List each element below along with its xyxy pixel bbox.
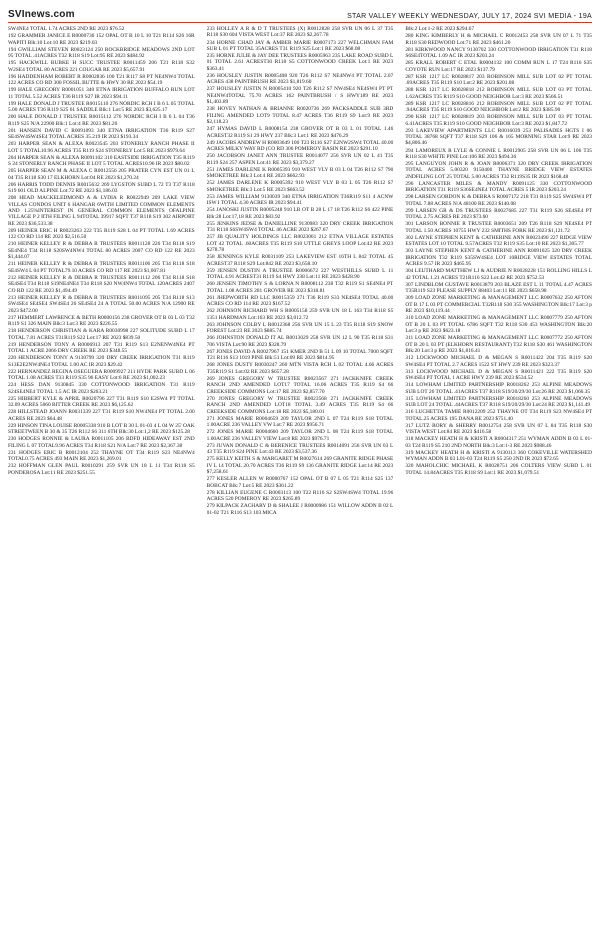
tax-listing-entry: 200 HALE DONALD J TRUSTEE R0015112 276 NORDIC RCH I B 6 L 04 T36 R119 S25 N/A 22900 Blk:1 Lot:4 RE 2023 $81.20 — [8, 114, 195, 127]
tax-listing-entry: 249 JACOBS ANDREW H R0003649 100 T23 R116 S27 E2NW2SW4 TOTAL 40.00 ACRES MILKY WAY RD (CO RD 306 POMEROY BASIN RE 2023 $291.10 — [206, 139, 394, 153]
tax-listing-entry: 258 JENNINGS KYLE R0031109 253 LAKEVIEW EST 16TH L 842 TOTAL 45 ACREST37 R118 S29 Lot:842 RE 2023 $3,658.10 — [206, 254, 394, 267]
tax-listing-entry: 310 LOAD ZONE MARKETING & MANAGEMENT LLC R0007779 250 AFTON OT B 20 L 03 PT TOTAL 6786 SQFT T32 R118 S30 453 WASHINGTON Blk:20 Lot:3 p RE 2023 $623.18 — [405, 315, 592, 335]
tax-listing-entry: 280 KING KIMBERLY H & MICHAEL C R0012453 258 SVR UN 07 L 71 T35 R118 S30 REDWOOD Lot:71 RE 2023 $461.20 — [405, 33, 592, 46]
tax-listing-entry: 205 HARPER SEAN M & ALEXA C R0012556 205 PRATER CYN EST UN 01 L 04 T35 R118 S30 17 ELKHORN Lot:04 RE 2023 $1,270.24 — [8, 168, 195, 181]
tax-listing-entry: 296 LANCASTER MILES & MANDY R0091125 330 COTTONWOOD IRRIGATION T31 R119 S36SE4NE4 TOTAL ACRES 5 IR 2023 $203.24 — [405, 180, 592, 194]
tax-listing-entry: 236 HOUSLEY JUSTIN R0005408 920 T26 R112 S7 NE4NW4 PT TOTAL 2.07 ACRES 438 PAINTBRUSH RE 2023 $1,819.60 — [206, 72, 394, 86]
tax-listing-entry: 278 KILLIAN EUGENE C R0003113 100 T22 R116 S2 S2SW4SW4 TOTAL 19.96 ACRES 520 POMEROY RE 2023 $265.89 — [206, 489, 394, 503]
tax-listing-entry: 196 HADDENHAM ROBERT R R0002836 100 T21 R117 S8 PT NE4NW4 TOTAL 122 ACRES CO RD 300 FOSSIL BUTTE & HWY 30 RE 2023 $54.19 — [8, 73, 195, 86]
tax-listing-entry: 210 HEINER KELLEY R & DEBRA R TRUSTEES R0011128 226 T34 R118 S19 SE4NE4 T34 R118 S20SW4NW4 TOTAL 80 ACRES 2007 CO RD 122 RE 2023 $1,444.07 — [8, 241, 195, 261]
tax-listing-entry: 317 LUTZ RORY & SHERRY R0012754 258 SVR UN 07 L 84 T35 R118 S30 VISTA WEST Lot:84 RE 2023 $416.58 — [405, 422, 592, 436]
tax-listing-entry: 213 HEINER KELLEY R & DEBRA R TRUSTEES R0011095 205 T34 R118 S13 SW4SE4 SE4SE4 SW4SE4 26 SE4SE4 24 A TOTAL 50.00 ACRES N/A 12900 RE 2023 $472.00 — [8, 294, 195, 314]
tax-listing-entry: 279 KILPACK ZACHARY D & SHALEE J R0000986 151 WILLOW ADDN B 02 L 01-02 T21 R116 S13 103 MICA — [206, 503, 394, 516]
tax-listing-entry: 234 HORNE CHAD JAY & AMBER MARIE R0007173 227 WELCHMAN FAM SUB L 01 PT TOTAL 35ACRES T31 R119 S25 Lot:1 RE 2023 $68.08 — [206, 39, 394, 52]
tax-listing-entry: 252 JAMES DARLENE K R0005392 910 WEST VLY B 03 L 05 T26 R112 S7 SMOKETREE Blk:3 Lot:5 RE 2023 $663.52 — [206, 180, 394, 193]
tax-listing-entry: 206 HARRIS TODD DENNIS R0015632 269 LYGSTON SUBD L 72 T3 T37 R118 S19 601 OLD ALPINE Lot:72 RE 2023 $1,186.03 — [8, 181, 195, 194]
tax-listing-entry: 303 LAYNE STEPHEN KENT & CATHERINE ANN R0091025 320 DRY CREEK IRRIGATION T32 R119 S35SW4SE4 LOT 10RIDGE VIEW ESTATES TOTAL ACRES 9.57 IR 2023 $465.95 — [405, 248, 592, 268]
tax-listing-entry: 229 HINSON TINA LOUISE R0005338 910 B LOT B 30 L 01-03 4 L 04 W 25' OAK STREETWEEN B 30 & 35 T26 R112 S6 311 6TH Blk:30 Lot:1,2 RE 2023 $125.28 — [8, 422, 195, 436]
tax-listing-entry: 192 GRAMMER JANICE E R0000736 152 OPAL OT B 10 L 10 T21 R114 S26 16R WAPITI Blk:10 Lot:10 RE 2023 $219.03 — [8, 33, 195, 46]
tax-listing-entry: 230 HODGES RONNIE & LAURA R0011105 206 BDFD HIDEAWAY EST 2ND FILING L 07 TOTAL9.96 ACRES T34 R118 S21 N/A Lot:7 RE 2023 $2,367.38 — [8, 436, 195, 449]
tax-listing-entry: 313 LOCKWOOD MICHAEL D & MEGAN S R0011421 222 T35 R119 S20 SW4SE4 PT TOTAL 1 ACRE HWY 239 RE 2023 $534.52 — [405, 368, 592, 382]
tax-listing-entry: 307 LINDBLOM GUSTAVE R0013879 203 BLAZE EST L 11 TOTAL 4.47 ACRES T35R119 S23 PLEASE SUPPLY 88403 Lot:11 RE 2023 $658.98 — [405, 281, 592, 295]
tax-listing-entry: 224 HESS DAN 9130845 330 COTTONWOOD IRRIGATION T31 R119 S24SE4NE4 TOTAL 1.5 AC IR 2023 $263.21 — [8, 382, 195, 395]
tax-listing-entry: 273 JUVAN DONALD C & BERENICE TRUSTEES R0014091 256 SVR UN 03 L 43 T35 R119 S24 PINE Lot:43 RE 2023 $3,537.36 — [206, 442, 394, 456]
tax-listing-entry: 195 HACKWILL BUBKE H SUCC TRUSTEE R0011459 206 T21 R118 S32 W2SE4 TOTAL 80 ACRES 221 COUGAR RE 2023 $5,657.91 — [8, 60, 195, 73]
tax-listing-entry: 316 LUCHETTA TAMIE R0012209 252 THAYNE OT T34 R119 S23 NW4SE4 PT TOTAL.25 ACRES 195 DANA RE 2023 $751.40 — [405, 409, 592, 422]
tax-listing-entry: 220 HENDERSON TONY A 9130799 320 DRY CREEK IRRIGATION T31 R119 S13E2E2NW4NE4 TOTAL 1.00 AC IR 2023 $29.42 — [8, 355, 195, 368]
tax-listing-entry: 271 JONES MARIE R0004659 209 TAYLOR 2ND L 07 T24 R119 S18 TOTAL 1.00ACRE 236 VALLEY VW Lot:7 RE 2023 $956.71 — [206, 415, 394, 429]
tax-listing-entry: 222 HERNANDEZ REGINA OSEGUERA R0009927 211 HYDE PARK SUBD L 06 TOTAL 1.08 ACRES T33 R119 S35 96 EASY Lot:6 RE 2023 $1,002.23 — [8, 368, 195, 382]
notice-column-3 — [405, 26, 592, 921]
tax-listing-entry: 289 KSR 1217 LC R0028816 212 ROBINSON MILL SUB LOT 02 PT TOTAL .94ACRES T35 R119 S10 GOOD NEIGHBOR Lot:2 RE 2023 $385.90 — [405, 100, 592, 113]
tax-listing-entry: 250 JACOBSON JANET ANN TRUSTEE R0014077 256 SVR UN 02 L 41 T35 R119 S24 257 ASPEN Lot:41 RE 2023 $3,379.27 — [206, 153, 394, 166]
tax-listing-entry: 253 JAMES WILLIAM 9130039 340 ETNA IRRIGATION T36R119 S11 4 ACNW ISW I TOTAL 4.30 ACRES IR 2023 $94.41 — [206, 193, 394, 207]
tax-listing-entry: 295 LANGUYON JOHN R & JOAN R0006371 320 DRY CREEK IRRIGATION TOTAL ACRES 5.00320 9150400 THAYNE BRIDGE VIEW ESTATES 2NDFILING LOT 25 TOTAL 5.00 ACRES T32 R119S35 IR 2023 $168.48 — [405, 161, 592, 180]
tax-listing-entry: 194 GWILLIAM STEVEN R0023124 250 ROCKBRIDGE MEADOWS 2ND LOT 95 TOTAL .41ACRES T32 R118 S19 Lot:95 RE 2023 $484.92 — [8, 46, 195, 59]
tax-listing-entry: 251 JAMES DARLENE K R0005393 910 WEST VLY B 03 L 04 T26 R112 S7 790 SMOKETREE Blk:3 Lot:4 RE 2023 $662.93 — [206, 166, 394, 180]
tax-listing-entry: 320 MAHOLCHIC MICHAEL K R0028751 206 COLTERS VIEW SUBD L 01 TOTAL 14.84ACRES T35 R118 S9 Lot:1 RE 2023 $1,079.51 — [405, 463, 592, 476]
masthead — [8, 4, 592, 23]
tax-listing-entry: 259 JENSEN DUSTIN A TRUSTEE R0006672 227 WESTHILLS SUBD L 11 TOTAL 4.91 ACREST31 R119 S4 HWY 238 Lot:11 RE 2023 $428.90 — [206, 267, 394, 281]
tax-listing-entry: 199 HALE DONALD J TRUSTEE R0015110 276 NORDIC RCH I B 6 L 05 TOTAL 5.00 ACRES T36 R119 S25 61 SADDLE Blk:1 Lot:5 RE 2023 $3,625.17 — [8, 100, 195, 113]
tax-listing-entry: 261 JHEPWORTH RD LLC R0015359 271 T36 R119 S33 NE4SE4 TOTAL 40.00 ACRES CO RD 114 RE 2023 $167.52 — [206, 294, 394, 308]
tax-listing-entry: 298 LARSEN GORDON K & DEBRA S R0007172 218 T31 R119 S25 SW4SW4 PT TOTAL 7.88 ACRES N/A 48100 RE 2023 $140.08 — [405, 194, 592, 207]
tax-listing-entry: 235 HORNE JULIE & JAY DEE TRUSTEES R0005963 235 LAKE ROAD SUBD L 01 TOTAL 2.61 ACREST30 R118 S5 COTTONWOOD CREEK Lot:1 RE 2023 $363.41 — [206, 53, 394, 72]
tax-listing-entry: 217 HEMMERT LAWRENCE & BETH R0000156 238 GROVER OT B 03 L 03 T32 R119 S1 326 MAIN Blk:3 Lot:3 RE 2023 $226.55 — [8, 314, 195, 328]
tax-listing-entry: 262 JOHNSON RICHARD WH S R0005158 259 SVR UN 18 L 163 T34 R118 S5 1351 HARDMAN Lot:163 RE 2023 $3,012.72 — [206, 308, 394, 321]
tax-listing-entry: 318 MACKEY HEATH H & KRISTI A R0004317 251 WYMAN ADDN B 03 L 01-03 T24 R119 S5 210 2ND NORTH Blk:3 Lot:1-3 RE 2023 $988.46 — [405, 436, 592, 449]
tax-listing-entry: 260 JENSEN TIMOTHY S & LORNA N R0008112 238 T32 R119 S1 SE4NE4 PT TOTAL 1.08 ACRES 281 GROVER RE 2023 $318.81 — [206, 281, 394, 294]
tax-listing-entry: 312 LOCKWOOD MICHAEL D & MEGAN S R0011422 204 T35 R119 S20 SW4SE4 PT TOTAL 2.7 ACRES 1522 ST HWY 239 RE 2023 $323.37 — [405, 355, 592, 368]
notice-column-2 — [207, 26, 394, 921]
tax-listing-entry: 254 JANOSKI JUSTIN R0005248 910 LB OT B 28 L 17 18 T26 R112 S6 422 PINE Blk:28 Lot:17,18 RE 2023 $83.92 — [206, 207, 394, 220]
tax-listing-entry: 288 KSR 1217 LC R0028818 212 ROBINSON MILL SUB LOT 03 PT TOTAL 1.62ACRES T35 R119 S10 GOOD NEIGHBOR Lot:3 RE 2023 $566.51 — [405, 87, 592, 100]
tax-listing-entry: 270 JONES GREGORY W TRUSTEE R0023568 271 JACKKNIFE CREEK RANCH 2ND AMENDED LOT18 TOTAL 3.49 ACRES T35 R119 S4 66 CREEKSIDE COMMONS Lot:18 RE 2023 $5,180.01 — [206, 395, 394, 415]
tax-listing-entry: 266 JOHNSTON DONALD IT AL R0013029 258 SVR UN 12 L 90 T35 R118 S31 706 VISTA Lot:90 RE 2023 $328.79 — [206, 335, 394, 348]
tax-listing-entry: 290 KSR 1217 LC R0028819 203 ROBINSON MILL SUB LOT 03 PT TOTAL 6.41ACRES T35 R119 S10 GOOD NEIGHBOR Lot:3 RE 2023 $1,847.72 — [405, 114, 592, 127]
tax-listing-entry: 203 HARPER SEAN & ALEXA R0023545 203 STONERLY RANCH PHASE II LOT 5 TOTAL10.96 ACRES T35 R119 S24 STONERLY Lot:5 RE 2023 $979.64 — [8, 141, 195, 154]
tax-listing-entry: 272 JONES MARIE R0004660 209 TAYLOR 2ND L 08 T24 R119 S18 TOTAL 1.00ACRE 236 VALLEY VIEW Lot:8 RE 2023 $976.71 — [206, 429, 394, 442]
tax-listing-entry: 219 HENDERSON TONY A R0006913 207 T31 R119 S13 E2NENW4NE4 PT TOTAL 1 ACRE 2066 DRY CREEK RE 2023 $348.55 — [8, 341, 195, 355]
tax-listing-entry: 269 JONES GREGORY W TRUSTEE R0023567 271 JACKKNIFE CREEK RANCH 2ND AMENDED LOT17 TOTAL 16.06 ACRES T35 R119 S4 66 CREEKSIDE COMMONS Lot:17 RE 2023 $2,857.70 — [206, 375, 394, 395]
tax-listing-entry: 304 LEUTHARD MATTHEW LJ & AUDRIE N R0028228 151 ROLLING HILLS L 42 TOTAL 1.21 ACRES T21R116 S22 Lot:42 RE 2023 $752.53 — [405, 268, 592, 281]
tax-listing-entry: 211 HEINER KELLEY R & DEBRA R TRUSTEES R0011106 205 T34 R118 S18 SE4SW4 L 04 PT TOTAL79.10 ACRES CO RD 117 RE 2023 $1,007.81 — [8, 261, 195, 274]
tax-listing-entry: 231 HODGES ERIC B R0012104 252 THAYNE OT T34 R119 S23 NE4NW4 TOTAL0.75 ACRES 493 MAIN RE 2023 $1,269.01 — [8, 449, 195, 463]
tax-listing-entry: 199 HALE GREGORY R0001051 340 ETNA IRRIGATION BUFFALO RUN LOT 11 TOTAL 5.52 ACRES T36 R119 S27 IR 2023 $94.11 — [8, 87, 195, 100]
page-folio: STAR VALLEY WEEKLY WEDNESDAY, JULY 17, 2024 SVI MEDIA - 19A — [347, 13, 592, 20]
tax-listing-entry: 212 HEINER KELLEY R & DEBRA R TRUSTEES R0011112 206 T34 R118 S18 SE4SE4 T34 R118 S19NE4NE4 T34 R118 S20 NW4NW4 TOTAL 120ACRES 2407 CO RD 122 RE 2023 $1,494.49 — [8, 274, 195, 294]
tax-listing-entry: 238 HOVEY NATHAN & BRIANNE R0020736 269 PACKSADDLE SUB 3RD FILING AMENDED LOT9 TOTAL 8.47 ACRES T36 R119 S9 Lot:9 RE 2023 $2,118.23 — [206, 106, 394, 126]
tax-listing-entry: 237 HOUSLEY JUSTIN N R0005410 920 T26 R112 S7 NW4SE4 NE4SW4 PT PT NE4NW4TOTAL 75.70 ACRES 162 PAINTBRUSH / S HWY189 RE 2023 $1,403.89 — [206, 86, 394, 106]
tax-listing-entry: 233 HOLLEY A R & D T TRUSTEES (X) R0012828 258 SVR UN 06 L 37 T35 R118 S30 604 VISTA WEST Lot:37 RE 2023 $2,267.78 — [206, 26, 394, 39]
tax-listing-entry: 301 LARSON BONNIE R TRUSTEE R0003651 209 T26 R118 S29 NE4SE4 PT TOTAL 1.50 ACRES 10755 HWY 232 SMITHS FORK RE 2023 $1,121.72 — [405, 221, 592, 234]
tax-listing-entry: 263 JOHNSON COLBY L R0012368 256 SVR UN 15 L 23 T35 R118 S19 SNOW FOREST Lot:23 RE 2023 $885.74 — [206, 321, 394, 335]
tax-listing-entry: 315 LOWHAM LIMITED PARTNERSHIP R0018260 253 ALPINE MEADOWS SUB LOT 24 TOTAL .44ACRES T37 R118 S19/20/29/30 Lot:24 RE 2023 $1,141.49 — [405, 395, 592, 409]
tax-listing-entry: 299 LARSEN GR & DS TRUSTEES R0027685 227 T31 R119 S26 SE4SE4 PT TOTAL 2.75 ACRES RE 2023 $73.60 — [405, 207, 592, 221]
tax-listing-entry: 201 HANSEN DAVID C R0091093 340 ETNA IRRIGATION T36 R119 S27 SE4SW4SW4SE4 TOTAL ACRES 35.219 IR 2023 $193.34 — [8, 127, 195, 140]
site-logo[interactable]: SVInews.com — [8, 9, 75, 20]
tax-listing-entry: 267 JONES DAVID A R0027967 151 KMER 2ND B 51 L 09 10 TOTAL 7000 SQFT T21 R116 S13 1019 PINE Blk:51 Lot:09 RE 2023 $814.95 — [206, 348, 394, 362]
tax-listing-entry: 293 LAKEVIEW APARTMENTS LLC R0016039 253 PALISADES HGTS I 06 TOTAL 38768 SQFT T37 R118 S29 106 & 165 MORNING STAR Lot:9 RE 2023 $4,806.46 — [405, 127, 592, 147]
legal-notice-columns — [8, 26, 592, 921]
tax-listing-entry: 319 MACKEY HEATH H & KRISTI A 9130113 360 COKEVILLE WATERSHED WYMAN ADDN B 03 L01-03 T24 R119 S5 250 2ND IR 2023 $72.65 — [405, 449, 592, 463]
tax-listing-entry: 294 LAMOREUX R LYLE & CONNIE L R0012905 258 SVR UN 06 L 106 T35 R118 S30 WHITE PINE Lot:106 RE 2023 $494.36 — [405, 147, 592, 160]
tax-listing-entry: 218 HENDERSON CHRISTIAN & KARA R0030998 227 SOLITUDE SUBD L 17 TOTAL 7.81 ACRES T31R119 S22 Lot:17 RE 2023 $839.50 — [8, 328, 195, 341]
notice-column-1 — [8, 26, 195, 921]
tax-listing-entry: 268 JONES DUSTY R0030247 260 MTN VISTA RCH L 02 TOTAL 4.66 ACRES T35R119 S1 Lot:02 RE 2023 $657.28 — [206, 362, 394, 375]
tax-listing-entry: 208 HEAD MACKELEDMOND A & LYDIA R R0022949 269 LAKE VIEW VILLAS CONDOS UNIT 6 HANGAR 6WITH LIMITED COMMON ELEMENTS AND 1.25%INTEREST IN GENERAL COMMON ELEMENTS OFALPINE VILLAGE P 2 IITH FILING L 94TOTAL 39917 SQFT T37 R118 S19 302 AIRPORT RE 2023 $36,533.38 — [8, 195, 195, 227]
tax-listing-entry: 257 JB QUALITY HOLDINGS LLC R0023061 212 ETNA VILLAGE ESTATES LOT 42 TOTAL .60ACRES T35 R119 S10 UTTLE GREYS LOOP Lot:42 RE 2023 $278.78 — [206, 234, 394, 254]
tax-listing-entry: SW4NE4 TOTAL 1.74 ACRES 2ND RE 2023 $76.52 — [8, 26, 125, 32]
tax-listing-entry: 287 KSR 1217 LC R0028817 203 ROBINSON MILL SUB LOT 02 PT TOTAL .69ACRES T35 R119 S10 Lot:2 RE 2023 $201.08 — [405, 73, 592, 86]
tax-listing-entry: 314 LOWHAM LIMITED PARTNERSHIP R0018262 253 ALPINE MEADOWS SUB LOT 26 TOTAL .41ACRES T37 R118 S19/20/29/30 Lot:26 RE 2023 $1,066.35 — [405, 382, 592, 395]
tax-listing-entry: 225 HIBBERT KYLE & APRIL R0020796 227 T31 R119 S10 E2SW4 PT TOTAL 32.09 ACRES 5060 BITTER CREEK RE 2023 $6,125.62 — [8, 395, 195, 409]
tax-listing-entry: 232 HOFFMAN GLEN PAUL R0010291 259 SVR UN 18 L 11 T34 R118 S5 PONDEROSA Lot:11 RE 2023 $251.55 — [8, 463, 195, 476]
tax-listing-entry: 285 KRALL ROBERT C ETAL R0004132 100 COMM RUN L 17 T24 R116 S35 COYOTE RUN Lot:17 RE 2023 $137.79 — [405, 60, 592, 73]
tax-listing-entry: 255 JENKINS JEDSE & DANIELLINE 9130983 320 DRY CREEK IRRIGATION T31 R118 S6SW4SW4 TOTAL 46 ACRE 2023 $267.67 — [206, 220, 394, 234]
tax-listing-entry: 204 HARPER SEAN & ALEXA R0091102 310 EASTSIDE IRRIGATION T35 R119 S 24 STONERLY RANCH PHASE II LOT 5 TOTAL ACRES10.96 IR 2023 $80.02 — [8, 154, 195, 167]
tax-listing-entry: 302 LAYNE STEPHEN KENT & CATHERINE ANN R0023490 227 RIDGE VIEW ESTATES LOT 10 TOTAL 9.57ACRES T32 R119 S35 Lot:10 RE 2023 $1,305.77 — [405, 234, 592, 248]
tax-listing-entry: 275 KELLY KEITH S & MARGARET M R0027614 269 GRANITE RIDGE PHASE IV L 14 TOTAL 20.70 ACRES T36 R119 S9 136 GRANITE RIDGE Lot:14 RE 2023 $7,258.61 — [206, 456, 394, 476]
tax-listing-entry: 277 KESLER ALLEN W R0000767 152 OPAL OT B 07 L 05 T21 R114 S25 137 BOBCAT Blk:7 Lot:5 RE 2023 $361.22 — [206, 476, 394, 489]
tax-listing-entry: 228 HILLSTEAD JOANN R0031339 227 T31 R119 S10 NW4NE4 PT TOTAL 2.00 ACRES RE 2023 $64.48 — [8, 409, 195, 422]
tax-listing-entry: Blk:2 Lot:1-2 RE 2023 $294.67 — [405, 26, 475, 32]
tax-listing-entry: 309 LOAD ZONE MARKETING & MANAGEMENT LLC R0007632 250 AFTON OT B 17 L 03 PT COMMERCIAL T32R118 S30 355 WASHINGTON Blk:17 Lot:3 p RE 2023 $10,119.44 — [405, 295, 592, 315]
tax-listing-entry: 281 KIRKWOOD NANCY 9130702 330 COTTONWOOD IRRIGATION T31 R118 S6SE4TOTAL 1.09 AC IR 2023 $203.24 — [405, 46, 592, 59]
tax-listing-entry: 247 HYMAS DAVID L R0008154 238 GROVER OT B 03 L 01 TOTAL 1.46 ACREST32 R119 S1 29 HWY 237 Blk:3 Lot:1 RE 2023 $476.29 — [206, 126, 394, 139]
tax-listing-entry: 311 LOAD ZONE MARKETING & MANAGEMENT LLC R0007772 250 AFTON OT B 20 L 03 PT (ELKHORN RESTAURANT) T32 R118 S30 461 WASHINGTON Blk:20 Lot:3 p RE 2023 $1,816.41 — [405, 335, 592, 355]
tax-listing-entry: 209 HEINER ERIC H R0023263 222 T35 R119 S28 L 04 PT TOTAL 1.69 ACRES 122 CO RD 114 RE 2023 $2,516.50 — [8, 227, 195, 241]
